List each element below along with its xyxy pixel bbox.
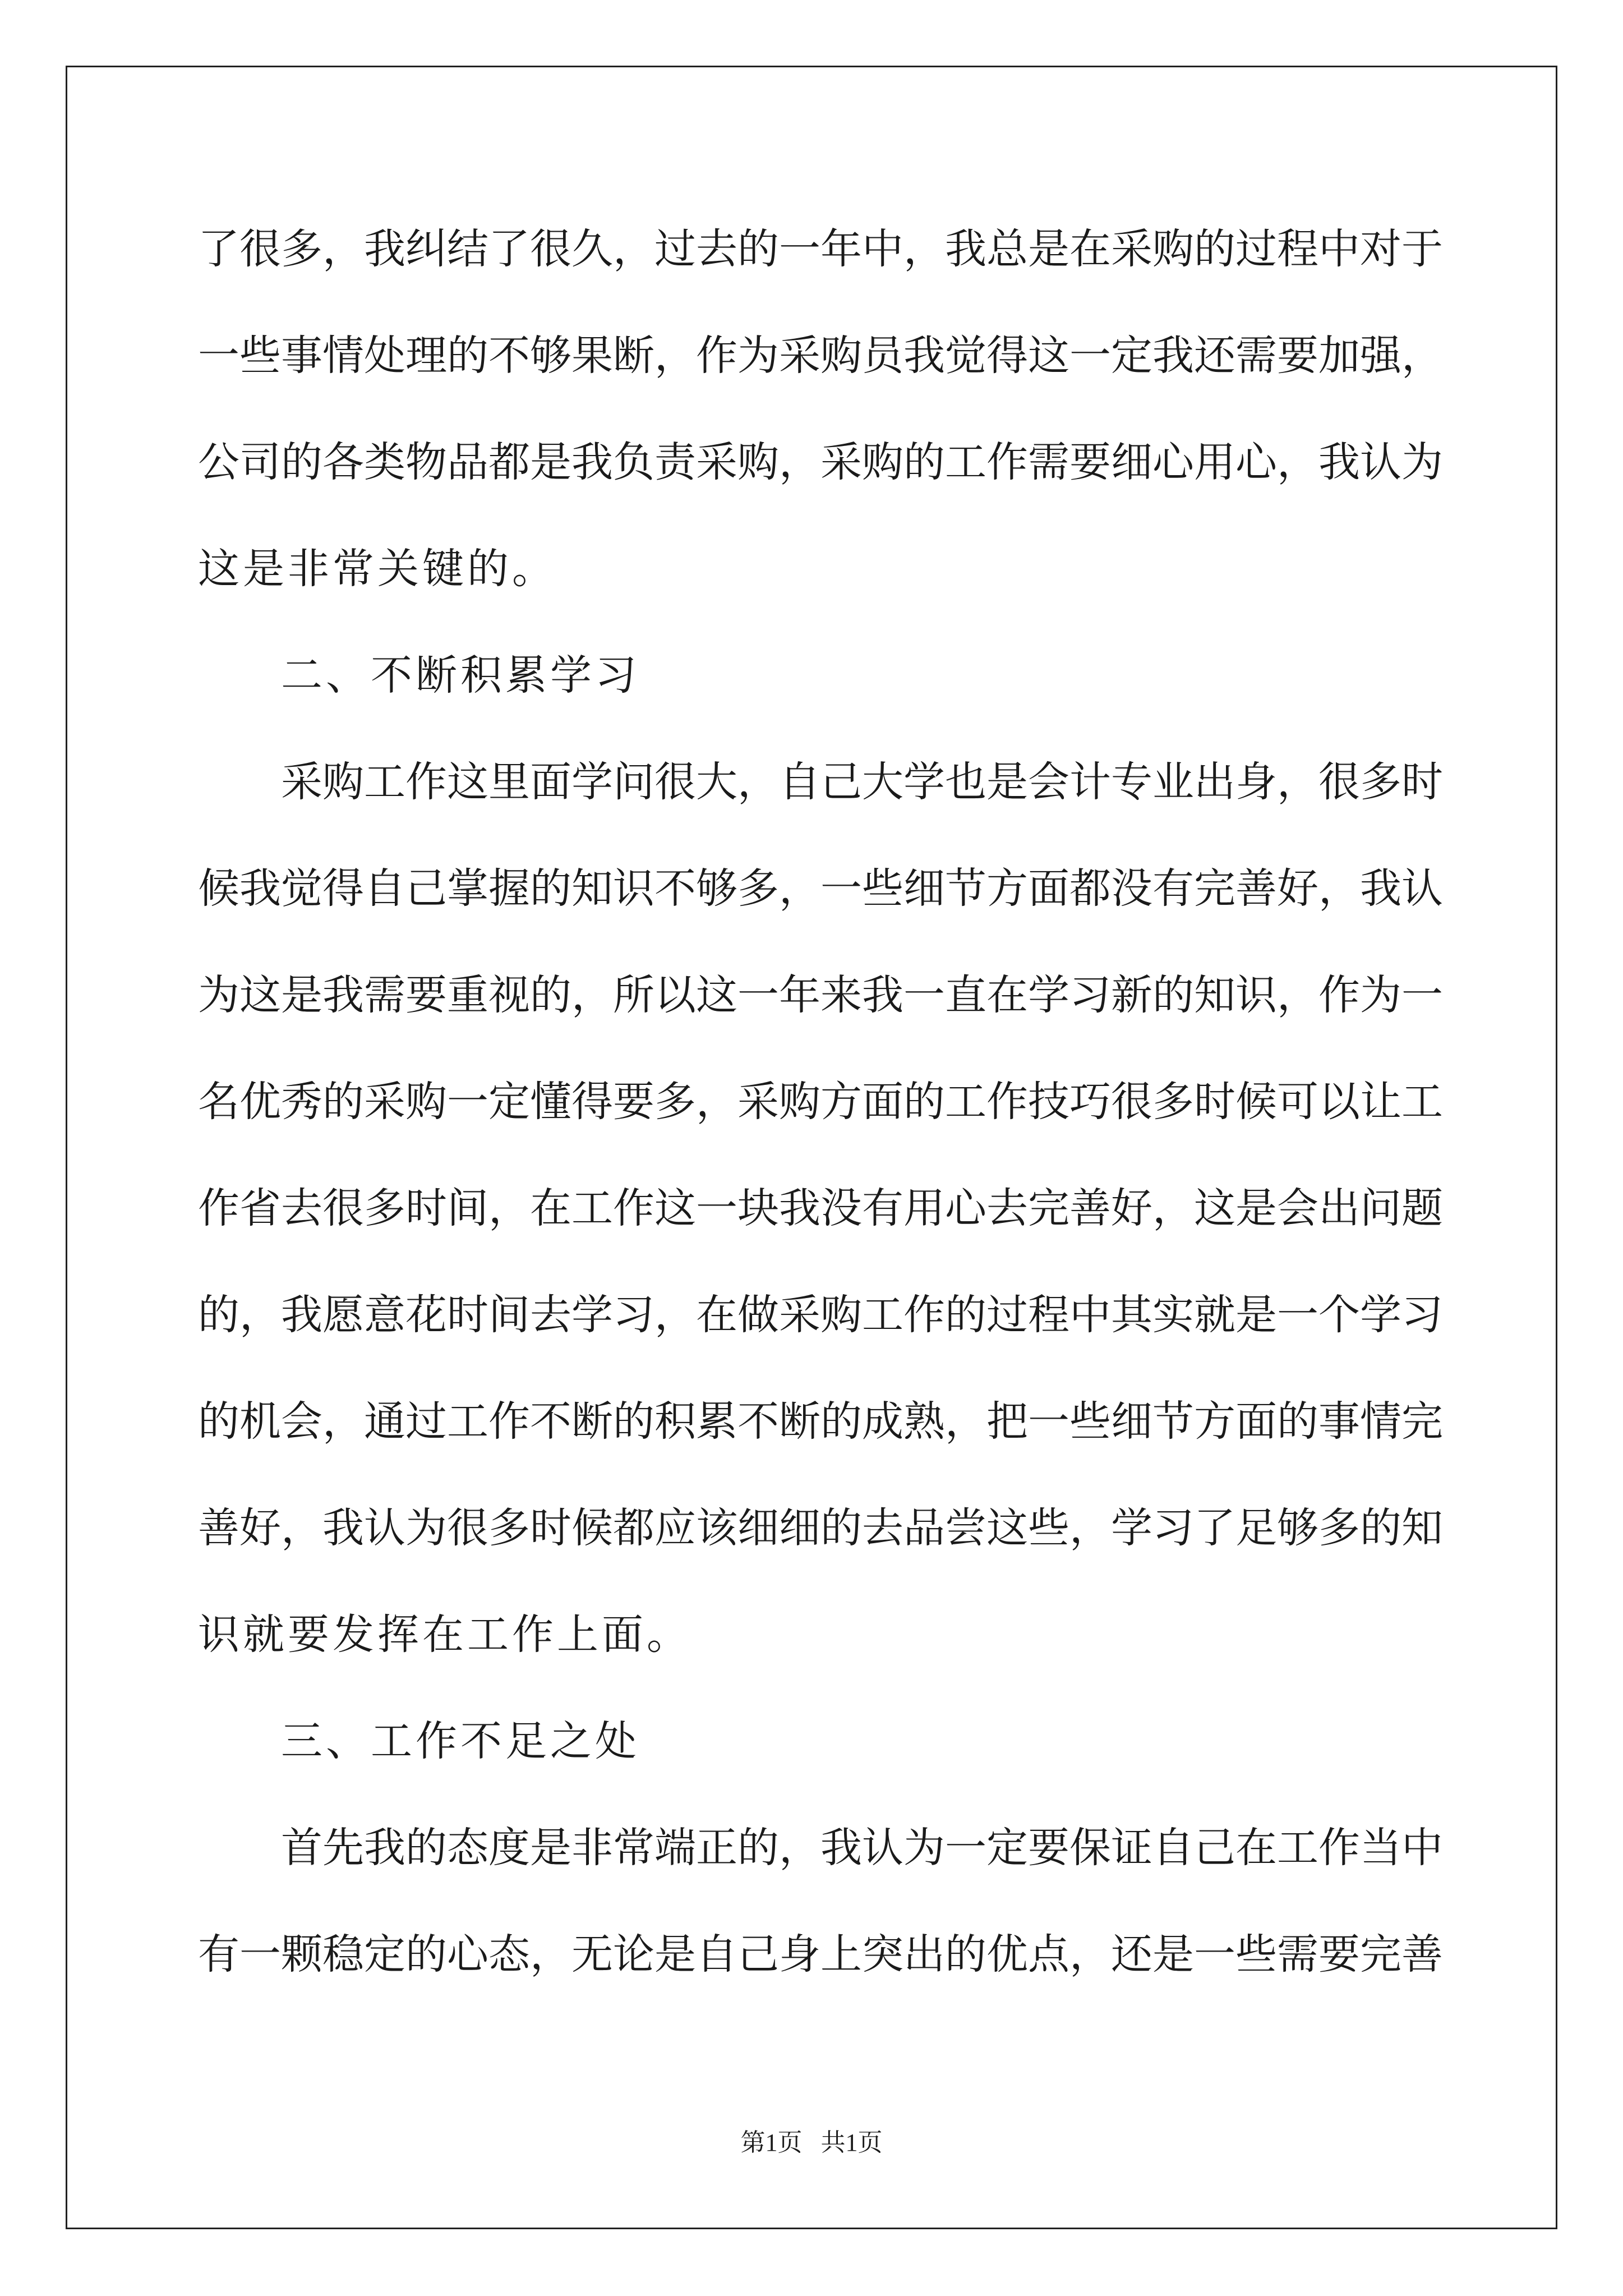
- text-line: 有一颗稳定的心态，无论是自己身上突出的优点，还是一些需要完善: [198, 1930, 1443, 1978]
- text-line: 作省去很多时间，在工作这一块我没有用心去完善好，这是会出问题: [198, 1184, 1443, 1232]
- text-line: 采购工作这里面学问很大，自己大学也是会计专业出身，很多时: [281, 758, 1443, 806]
- text-line: 的机会，通过工作不断的积累不断的成熟，把一些细节方面的事情完: [198, 1397, 1443, 1446]
- text-line: 三、工作不足之处: [281, 1717, 640, 1765]
- text-line: 候我觉得自己掌握的知识不够多，一些细节方面都没有完善好，我认: [198, 864, 1443, 913]
- text-line: 为这是我需要重视的，所以这一年来我一直在学习新的知识，作为一: [198, 971, 1443, 1019]
- text-line: 的，我愿意花时间去学习，在做采购工作的过程中其实就是一个学习: [198, 1291, 1443, 1339]
- text-line: 公司的各类物品都是我负责采购，采购的工作需要细心用心，我认为: [198, 438, 1443, 486]
- text-line: 一些事情处理的不够果断，作为采购员我觉得这一定我还需要加强，: [198, 332, 1443, 380]
- text-line: 首先我的态度是非常端正的，我认为一定要保证自己在工作当中: [281, 1824, 1443, 1872]
- text-line: 二、不断积累学习: [281, 651, 640, 700]
- text-line: 善好，我认为很多时候都应该细细的去品尝这些，学习了足够多的知: [198, 1504, 1443, 1552]
- text-line: 识就要发挥在工作上面。: [198, 1611, 691, 1659]
- page-number-footer: 第1页 共1页: [740, 2129, 883, 2156]
- text-line: 了很多，我纠结了很久，过去的一年中，我总是在采购的过程中对于: [198, 225, 1443, 273]
- text-line: 名优秀的采购一定懂得要多，采购方面的工作技巧很多时候可以让工: [198, 1078, 1443, 1126]
- text-line: 这是非常关键的。: [198, 545, 557, 593]
- document-body: [198, 218, 1443, 2030]
